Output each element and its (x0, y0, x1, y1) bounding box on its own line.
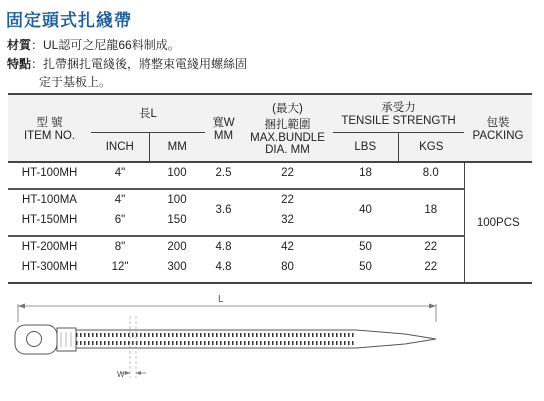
cable-tie-diagram (0, 288, 544, 401)
cell-mm: 200 (149, 236, 205, 257)
cell-width: 4.8 (215, 261, 232, 273)
cell-inch: 6" (114, 214, 126, 226)
page-title: 固定頭式扎綫帶 (6, 11, 132, 30)
cell-inch: 8" (91, 236, 149, 257)
header-model-cn: 型 號 (36, 117, 63, 129)
cell-mm: 100 (149, 189, 205, 210)
dim-label-l: L (218, 294, 224, 305)
feature-line-2: 定于基板上。 (39, 75, 112, 89)
header-model-en: ITEM NO. (23, 130, 76, 142)
cell-kgs: 18 (398, 189, 464, 230)
header-model (8, 94, 91, 162)
header-tensile-en: TENSILE STRENGTH (341, 115, 456, 128)
width-arrow-right (136, 371, 141, 375)
cell-bundle: 32 (281, 214, 294, 226)
header-packing-cn: 包裝 (486, 117, 510, 129)
feature-text-1: ：扎帶捆扎電綫後，將整束電綫用螺絲固 (31, 57, 248, 71)
cell-inch: 4" (114, 167, 126, 179)
header-bundle-en2: DIA. MM (265, 144, 310, 156)
table-row (8, 257, 532, 277)
cell-packing: 100PCS (464, 162, 532, 283)
cell-kgs: 8.0 (422, 167, 439, 179)
header-length: 長L (91, 94, 205, 132)
table-row (8, 162, 532, 183)
header-bundle-cn1: (最大) (272, 103, 303, 115)
cell-kgs: 22 (398, 236, 464, 257)
dim-label-w: W (117, 370, 125, 379)
material-text: ：UL認可之尼龍66料制成。 (31, 38, 180, 52)
dim-arrow-left (18, 304, 25, 309)
header-packing-en: PACKING (472, 130, 524, 142)
header-mm: MM (149, 132, 205, 162)
cell-mm: 150 (167, 214, 187, 226)
cell-item: HT-300MH (21, 261, 78, 273)
cell-width: 4.8 (205, 236, 242, 257)
header-width-cn: 寬W (212, 117, 235, 129)
cell-width: 3.6 (205, 189, 242, 230)
header-width (205, 94, 242, 162)
cell-item: HT-100MA (8, 189, 91, 210)
material-label: 材質 (7, 38, 32, 52)
cell-bundle: 22 (281, 167, 294, 179)
cell-item: HT-200MH (8, 236, 91, 257)
cell-bundle: 22 (242, 189, 333, 210)
feature-line-1 (7, 55, 247, 72)
table-row (8, 189, 532, 210)
cell-bundle: 42 (242, 236, 333, 257)
cell-mm: 100 (167, 167, 187, 179)
cell-item: HT-150MH (21, 214, 78, 226)
cell-lbs: 18 (359, 167, 372, 179)
header-bundle-cn2: 捆扎範圍 (264, 119, 311, 131)
header-kgs: KGS (398, 132, 464, 162)
header-tensile (333, 94, 464, 132)
header-bundle-en1: MAX.BUNDLE (250, 132, 325, 144)
header-inch: INCH (91, 132, 149, 162)
spec-table (8, 93, 532, 284)
dim-arrow-right (429, 304, 436, 309)
feature-label: 特點 (7, 57, 32, 71)
header-lbs: LBS (333, 132, 398, 162)
cell-mm: 300 (167, 261, 187, 273)
header-width-unit: MM (213, 130, 234, 142)
cell-inch: 4" (91, 189, 149, 210)
table-row (8, 236, 532, 257)
cell-kgs: 22 (424, 261, 438, 273)
cell-bundle: 80 (281, 261, 294, 273)
tie-lock (57, 328, 76, 351)
header-packing (464, 94, 532, 162)
mount-hole (27, 332, 42, 347)
cell-item: HT-100MH (21, 167, 78, 179)
cell-width: 2.5 (215, 167, 232, 179)
header-tensile-cn: 承受力 (381, 102, 416, 115)
cell-inch: 12" (111, 261, 129, 273)
cell-lbs: 40 (333, 189, 398, 230)
cell-lbs: 50 (333, 236, 398, 257)
cell-lbs: 50 (359, 261, 372, 273)
material-line (7, 36, 180, 53)
header-bundle (242, 94, 333, 162)
width-arrow-left (125, 371, 130, 375)
